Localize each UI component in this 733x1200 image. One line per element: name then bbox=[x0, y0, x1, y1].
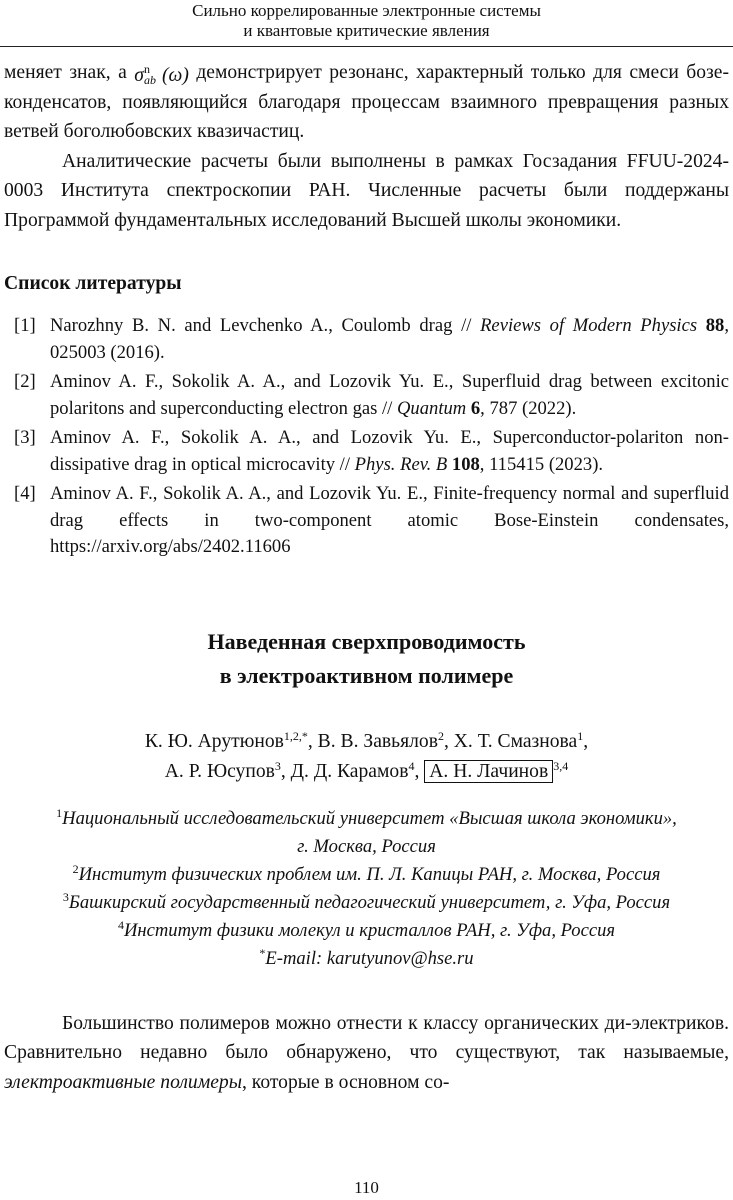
author-affiliation-mark: 4 bbox=[408, 758, 415, 773]
running-header-line-2: и квантовые критические явления bbox=[243, 21, 490, 40]
reference-list bbox=[4, 313, 729, 561]
author-affiliation-mark: 2 bbox=[437, 728, 444, 743]
article-title-line-2: в электроактивном полимере bbox=[219, 662, 514, 688]
author-name: , Х. Т. Смазнова bbox=[443, 730, 578, 752]
author-name: , В. В. Завьялов bbox=[307, 730, 438, 752]
text-run: меняет знак, а bbox=[4, 62, 135, 83]
reference-number: [3] bbox=[14, 427, 36, 448]
author-name: К. Ю. Арутюнов bbox=[144, 730, 284, 752]
journal-name: Phys. Rev. B bbox=[354, 453, 448, 475]
paragraph-acknowledgement: Аналитические расчеты были выполнены в рамках Госзадания FFUU-2024-0003 Института спектроскопии РАН. Численные расчеты были поддержаны Программой фундаментальных исследований Высшей школы экономики. bbox=[4, 150, 729, 231]
author-name: , Д. Д. Карамов bbox=[280, 760, 409, 782]
formula-argument: (ω) bbox=[161, 65, 189, 86]
author-affiliation-mark: 3,4 bbox=[553, 758, 569, 773]
affiliation-mark: 2 bbox=[72, 861, 79, 876]
text-run: , 787 (2022). bbox=[480, 397, 577, 419]
text-run: Aminov A. F., Sokolik A. A., and Lozovik Yu. E., Superconductor-polariton non-dissipative drag in optical microcavity // bbox=[50, 427, 729, 475]
running-header-line-1: Сильно коррелированные электронные системы bbox=[192, 1, 541, 20]
reference-text bbox=[50, 481, 729, 561]
reference-text bbox=[50, 369, 729, 422]
affiliation-line bbox=[4, 917, 729, 945]
author-affiliation-mark: 1,2,* bbox=[283, 728, 308, 743]
references-heading: Список литературы bbox=[4, 273, 182, 294]
text-run: Большинство полимеров можно отнести к классу органических ди-электриков. Сравнительно недавно было обнаружено, что существуют, так называемые, bbox=[4, 1012, 729, 1063]
author-name: А. Р. Юсупов bbox=[164, 760, 275, 782]
affiliation-text: г. Москва, Россия bbox=[297, 835, 436, 857]
reference-item bbox=[4, 369, 729, 422]
affiliation-text: Башкирский государственный педагогический университет, г. Уфа, Россия bbox=[68, 891, 671, 913]
reference-item bbox=[4, 313, 729, 366]
abstract-paragraph bbox=[4, 1009, 729, 1098]
email-line bbox=[4, 945, 729, 973]
affiliation-line bbox=[4, 833, 729, 861]
sigma-symbol: σ bbox=[134, 65, 144, 86]
journal-name: Quantum bbox=[397, 397, 467, 419]
affiliation-mark: * bbox=[259, 945, 266, 960]
affiliation-mark: 3 bbox=[62, 889, 69, 904]
affiliation-text: Национальный исследовательский университет «Высшая школа экономики», bbox=[62, 807, 677, 829]
text-run: , 025003 (2016). bbox=[50, 315, 729, 363]
article-title bbox=[4, 625, 729, 693]
author-affiliation-mark: 3 bbox=[274, 758, 281, 773]
formula-superscript: n bbox=[143, 62, 150, 76]
reference-number: [1] bbox=[14, 315, 36, 336]
formula-subscript: ab bbox=[143, 73, 156, 87]
text-run: , которые в основном со- bbox=[242, 1071, 450, 1093]
punctuation: , bbox=[583, 730, 589, 752]
text-run: , 115415 (2023). bbox=[479, 453, 604, 475]
italic-term: электроактивные полимеры bbox=[4, 1071, 242, 1093]
author-affiliation-mark: 1 bbox=[577, 728, 584, 743]
reference-item bbox=[4, 481, 729, 561]
author-line-1 bbox=[4, 727, 729, 757]
author-list bbox=[4, 727, 729, 787]
running-header bbox=[0, 0, 733, 41]
paragraph-continuation bbox=[4, 58, 729, 147]
reference-item bbox=[4, 425, 729, 478]
volume: 88 bbox=[705, 315, 725, 336]
reference-text bbox=[50, 313, 729, 366]
page-body bbox=[4, 58, 729, 1097]
sigma-formula bbox=[134, 62, 189, 87]
text-run: Aminov A. F., Sokolik A. A., and Lozovik Yu. E., Superfluid drag between excitonic polaritons and superconducting electron gas // bbox=[50, 371, 729, 419]
article-title-line-1: Наведенная сверхпроводимость bbox=[207, 628, 526, 654]
affiliation-text: Институт физических проблем им. П. Л. Капицы РАН, г. Москва, Россия bbox=[78, 863, 661, 885]
boxed-author-name: А. Н. Лачинов bbox=[424, 760, 553, 783]
affiliation-mark: 4 bbox=[117, 917, 124, 932]
text-run: Aminov A. F., Sokolik A. A., and Lozovik Yu. E., Finite-frequency normal and superfluid drag effects in two-component atomic Bose-Einstein condensates, https://arxiv.org/abs/2402.11606 bbox=[50, 483, 729, 557]
email-text: E-mail: karutyunov@hse.ru bbox=[265, 947, 474, 969]
volume: 108 bbox=[451, 453, 480, 475]
affiliation-mark: 1 bbox=[56, 805, 63, 820]
page-number: 110 bbox=[354, 1178, 379, 1197]
reference-number: [4] bbox=[14, 483, 36, 504]
header-divider bbox=[0, 46, 733, 47]
reference-number: [2] bbox=[14, 371, 36, 392]
affiliation-line bbox=[4, 805, 729, 833]
affiliation-text: Институт физики молекул и кристаллов РАН, г. Уфа, Россия bbox=[123, 919, 616, 941]
affiliation-line bbox=[4, 889, 729, 917]
affiliation-line bbox=[4, 861, 729, 889]
journal-name: Reviews of Modern Physics bbox=[480, 315, 698, 336]
text-run: Narozhny B. N. and Levchenko A., Coulomb drag // bbox=[50, 315, 481, 336]
volume: 6 bbox=[470, 397, 481, 419]
affiliation-list bbox=[4, 805, 729, 973]
punctuation: , bbox=[414, 760, 425, 782]
reference-text bbox=[50, 425, 729, 478]
text-run: демонстрирует резонанс, характерный только для смеси бозе-конденсатов, появляющийся благодаря процессам взаимного превращения разных ветвей боголюбовских квазичастиц. bbox=[4, 62, 729, 142]
author-line-2 bbox=[4, 757, 729, 787]
